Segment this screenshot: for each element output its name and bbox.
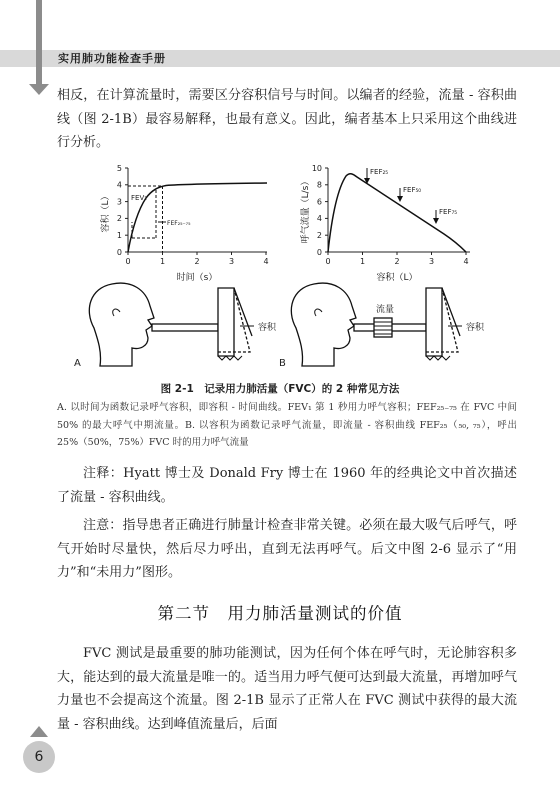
chart-a-xtick: 1 xyxy=(159,257,166,266)
panel-a-label: A xyxy=(74,358,81,369)
figure-caption-body: A. 以时间为函数记录呼气容积，即容积 - 时间曲线。FEV₁ 第 1 秒用力呼气容积；FEF₂₅₋₇₅ 在 FVC 中间 50% 的最大呼气中期流量。B. 以容积为函数记录呼气流量，即流量 - 容积曲线 FEF₂₅（₅₀, ₇₅），呼出 25%（50%，75%）FVC 时的用力呼气流量 xyxy=(57,402,517,448)
apparatus-a xyxy=(89,283,254,366)
arrow-head-down-icon xyxy=(29,84,49,95)
device-b-flow-label: 流量 xyxy=(376,305,395,315)
page-number: 6 xyxy=(23,741,55,773)
chart-b-ytick: 4 xyxy=(316,214,322,223)
device-a-volume-label: 容积 xyxy=(258,323,277,333)
fef25-label: FEF₂₅ xyxy=(370,168,389,176)
chart-b-xtick: 2 xyxy=(394,257,400,266)
chart-b xyxy=(299,164,470,283)
volume-time-curve xyxy=(128,183,267,252)
section-body-paragraph: FVC 测试是最重要的肺功能测试，因为任何个体在呼气时，无论肺容积多大，能达到的最大流量是唯一的。适当用力呼气便可达到最大流量，再增加呼气力量也不会提高这个流量。图 2-1B 显示了正常人在 FVC 测试中获得的最大流量 - 容积曲线。达到峰值流量后，后面 xyxy=(57,646,517,732)
figure-2-1 xyxy=(74,160,494,375)
chart-b-xtick: 0 xyxy=(325,257,331,266)
chart-b-xtick: 1 xyxy=(359,257,366,266)
note-paragraph-1: 注释：Hyatt 博士及 Donald Fry 博士在 1960 年的经典论文中首次描述了流量 - 容积曲线。 xyxy=(57,466,517,505)
chart-b-ytick: 2 xyxy=(316,231,322,240)
apparatus-b xyxy=(291,283,462,366)
device-b-volume-label: 容积 xyxy=(466,323,485,333)
figure-caption-title: 图 2-1 记录用力肺活量（FVC）的 2 种常见方法 xyxy=(160,383,400,395)
panel-b-label: B xyxy=(279,358,286,369)
chart-a-ytick: 2 xyxy=(116,214,122,223)
chart-b-ytick: 0 xyxy=(316,248,322,257)
chart-a xyxy=(99,164,269,283)
chart-a-xlabel: 时间（s） xyxy=(176,273,218,283)
chart-b-xtick: 3 xyxy=(428,257,435,266)
chart-b-ytick: 8 xyxy=(316,180,322,190)
chart-a-ytick: 0 xyxy=(116,248,122,257)
chart-a-xtick: 2 xyxy=(194,257,200,266)
head-profile-a xyxy=(89,283,154,366)
chart-b-ytick: 10 xyxy=(311,164,322,173)
fev1-label: FEV₁ xyxy=(131,194,148,202)
chart-a-ylabel: 容积（L） xyxy=(101,191,111,233)
chart-a-ytick: 3 xyxy=(116,197,122,207)
section-title: 第二节 用力肺活量测试的价值 xyxy=(157,604,403,623)
fef75-label: FEF₇₅ xyxy=(439,208,458,216)
chart-b-xlabel: 容积（L） xyxy=(376,273,418,283)
arrow-down-icon xyxy=(36,0,42,86)
chart-b-ytick: 6 xyxy=(316,197,322,207)
head-profile-b xyxy=(291,283,356,366)
chart-a-ytick: 5 xyxy=(116,164,122,173)
chart-a-xtick: 4 xyxy=(263,257,269,266)
intro-paragraph: 相反，在计算流量时，需要区分容积信号与时间。以编者的经验，流量 - 容积曲线（图 2-1B）最容易解释，也最有意义。因此，编者基本上只采用这个曲线进行分析。 xyxy=(57,88,517,150)
fef25-75-label: FEF₂₅₋₇₅ xyxy=(167,220,191,227)
chart-a-ytick: 1 xyxy=(116,231,122,240)
chart-a-ytick: 4 xyxy=(116,180,122,190)
chart-a-xtick: 0 xyxy=(125,257,131,266)
figure-svg xyxy=(74,160,494,375)
chart-b-xtick: 4 xyxy=(463,257,469,266)
chart-a-xtick: 3 xyxy=(228,257,235,266)
running-header: 实用肺功能检查手册 xyxy=(58,52,166,65)
arrow-up-icon xyxy=(30,726,48,737)
chart-b-ylabel: 呼气流量（L/s） xyxy=(301,176,311,244)
note-paragraph-2: 注意：指导患者正确进行肺量计检查非常关键。必须在最大吸气后呼气，呼气开始时尽量快，然后尽力呼出，直到无法再呼气。后文中图 2-6 显示了“用力”和“未用力”图形。 xyxy=(57,518,517,580)
fef50-label: FEF₅₀ xyxy=(403,186,422,194)
